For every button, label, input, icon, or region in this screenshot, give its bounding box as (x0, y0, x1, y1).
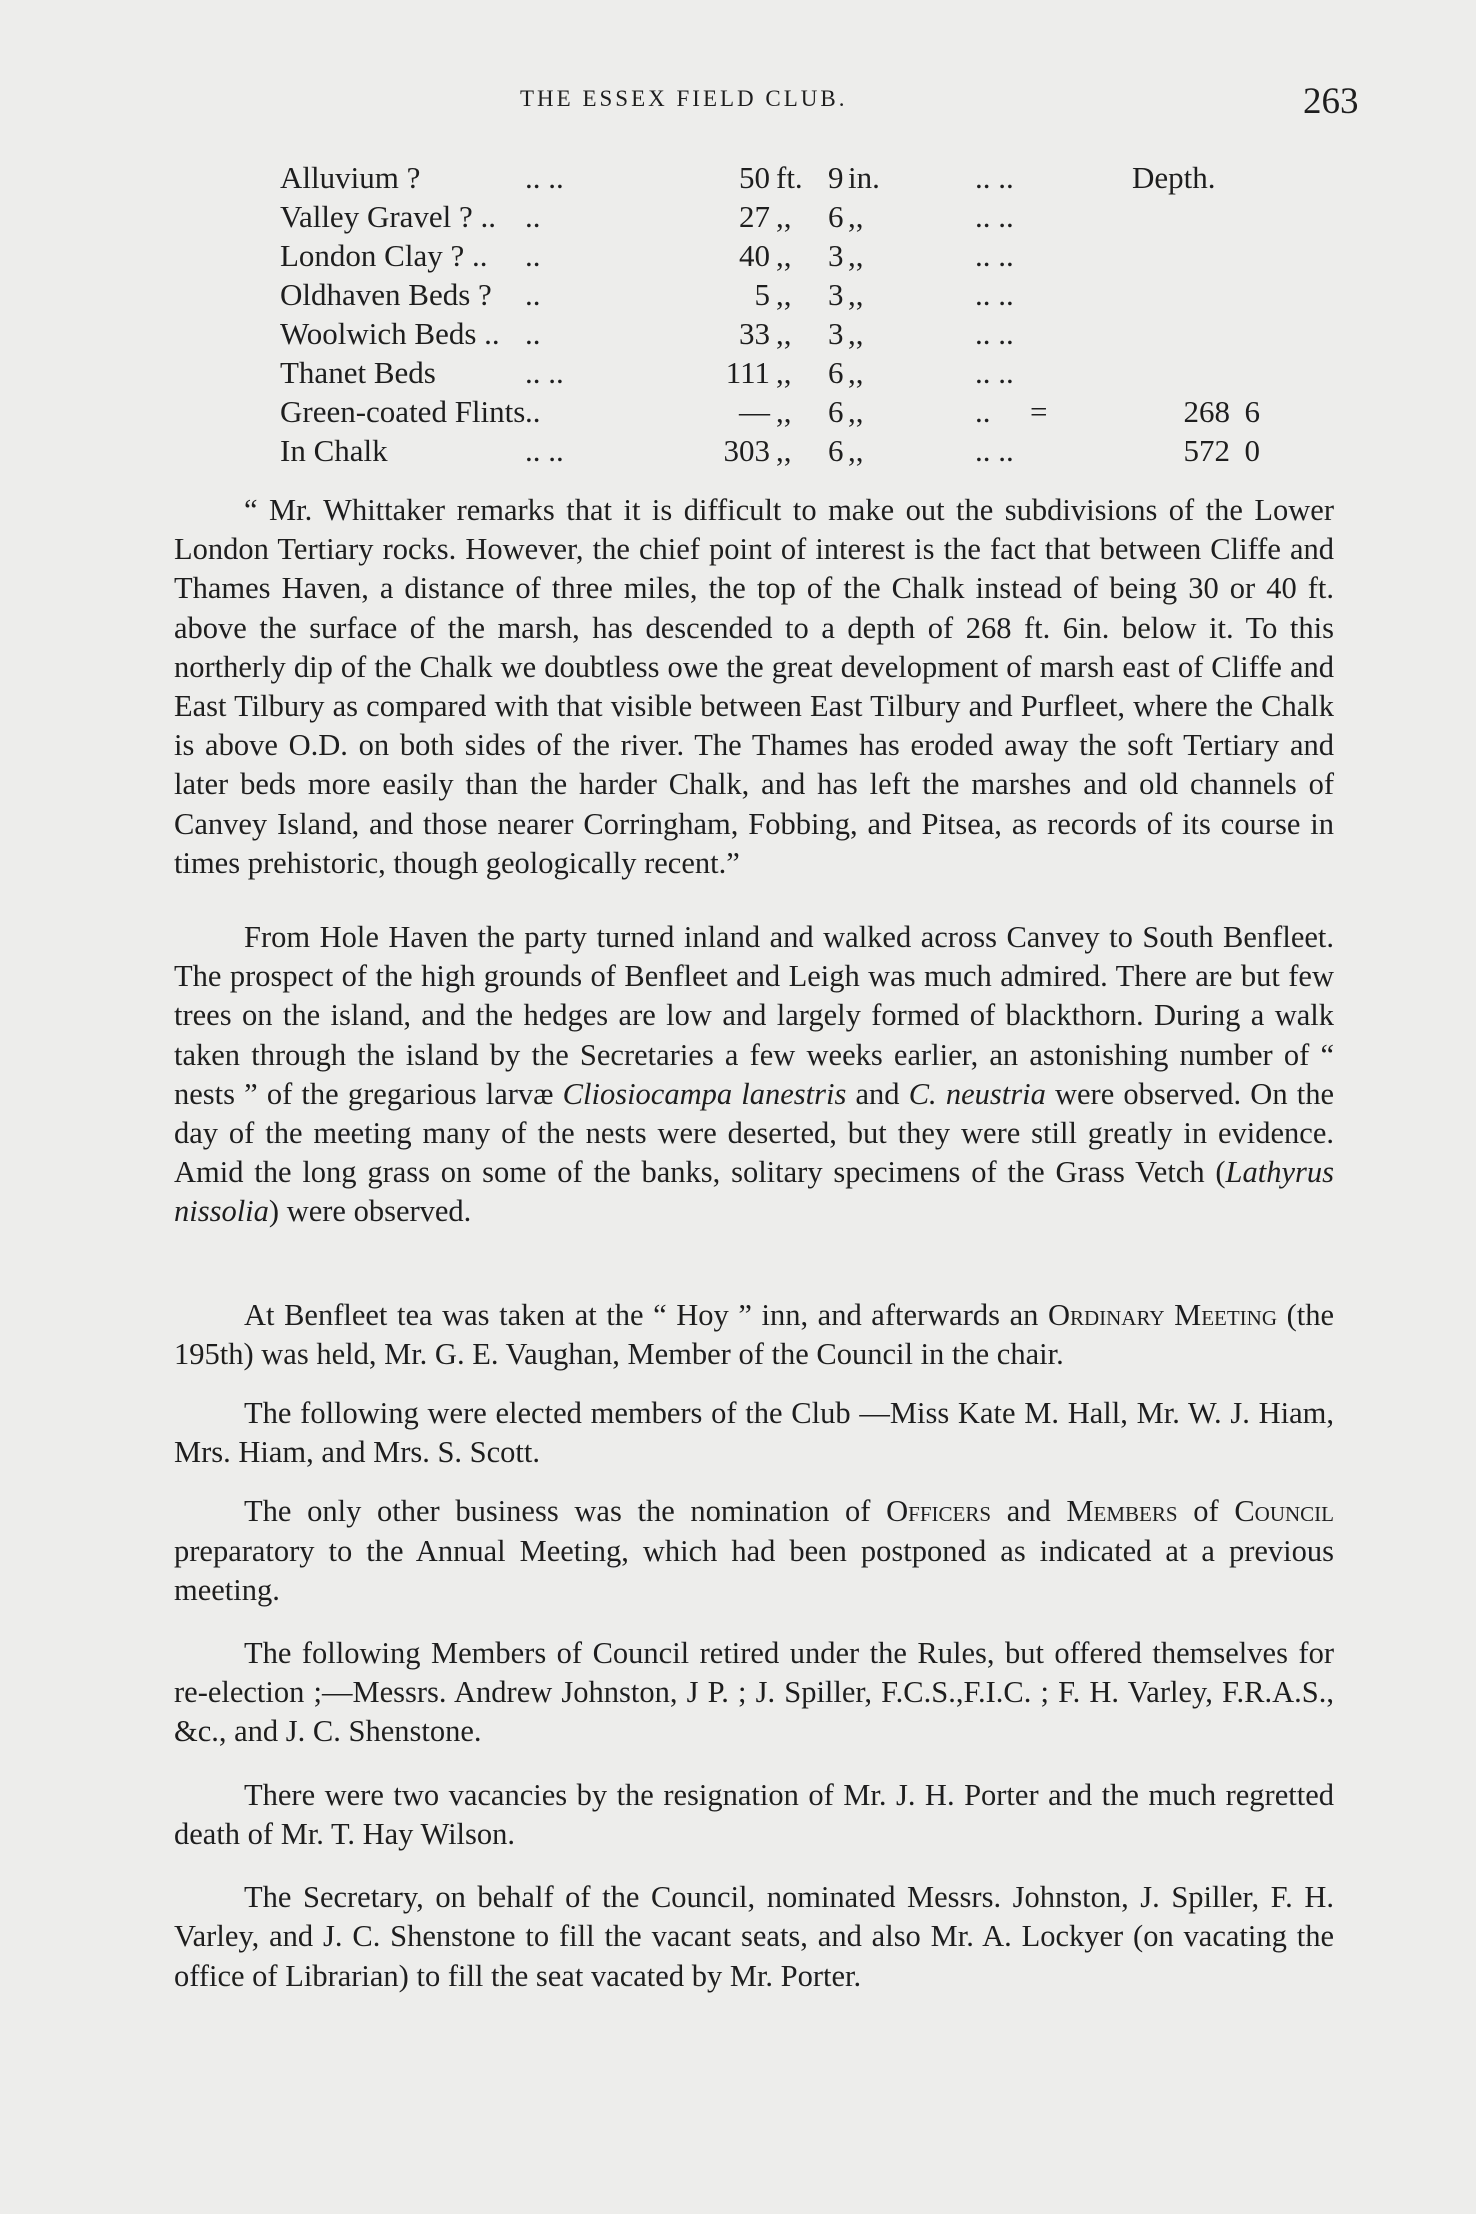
leader-dots: .. (525, 238, 541, 273)
thickness-inches: 6 (828, 355, 844, 390)
total-depth-feet: 268 (1183, 394, 1230, 429)
stratum-name: Alluvium ? (280, 160, 421, 195)
inches-unit: ,, (848, 316, 864, 351)
total-depth-inches: 0 (1244, 433, 1260, 468)
paragraph-vacancies: There were two vacancies by the resignation of Mr. J. H. Porter and the much regretted death of Mr. T. Hay Wilson. (174, 1777, 1334, 1851)
stratum-name: In Chalk (280, 433, 388, 468)
thickness-feet: 33 (739, 316, 770, 351)
paragraph-nomination (174, 1492, 1334, 1610)
small-caps-term: Officers (886, 1494, 992, 1529)
stratum-name: London Clay ? .. (280, 238, 488, 273)
feet-unit: ,, (776, 433, 792, 468)
strata-row (280, 353, 1280, 392)
feet-unit: ,, (776, 199, 792, 234)
paragraph-text: ) were observed. (268, 1194, 472, 1229)
feet-unit: ,, (776, 316, 792, 351)
leader-dots: .. (525, 277, 541, 312)
strata-row (280, 431, 1280, 470)
leader-dots: .. .. (525, 433, 564, 468)
paragraph-canvey-walk (174, 918, 1334, 1232)
strata-row (280, 197, 1280, 236)
paragraph-text: From Hole Haven the party turned inland and walked across Canvey to South Benfleet. The prospect of the high grounds of Benfleet and Leigh was much admired. There are but few trees on the island, and the hedges are low and largely formed of blackthorn. During a walk taken through the island by the Secretaries a few weeks earlier, an astonishing number of “ nests ” of the gregarious larvæ (174, 920, 1334, 1111)
stratum-name: Valley Gravel ? .. (280, 199, 497, 234)
paragraph-whittaker-quote: “ Mr. Whittaker remarks that it is difficult to make out the subdivisions of the Lower London Tertiary rocks. However, the chief point of interest is the fact that between Cliffe and Thames Haven, a distance of three miles, the top of the Chalk instead of being 30 or 40 ft. above the surface of the marsh, has descended to a depth of 268 ft. 6in. below it. To this northerly dip of the Chalk we doubtless owe the great development of marsh east of Cliffe and East Tilbury as compared with that visible between East Tilbury and Purfleet, where the Chalk is above O.D. on both sides of the river. The Thames has eroded away the soft Tertiary and later beds more easily than the harder Chalk, and has left the marshes and old channels of Canvey Island, and those nearer Corringham, Fobbing, and Pitsea, as records of its course in times prehistoric, though geologically recent.” (174, 493, 1334, 880)
inches-unit: ,, (848, 394, 864, 429)
paragraph-text: At Benfleet tea was taken at the “ Hoy ” inn, and afterwards an (244, 1297, 1048, 1332)
stratum-name: Green-coated Flints (280, 394, 526, 429)
paragraph-retired-members: The following Members of Council retired under the Rules, but offered themselves for re-election ;—Messrs. Andrew Johnston, J P. ; J. Spiller, F.C.S.,F.I.C. ; F. H. Varley, F.R.A.S., &c., and J. C. Shenstone. (174, 1636, 1334, 1749)
paragraph-text: of (1177, 1494, 1235, 1529)
species-name: C. neustria (908, 1076, 1046, 1111)
leader-dots: .. .. (975, 199, 1014, 234)
running-head: THE ESSEX FIELD CLUB. (520, 86, 848, 111)
species-name: Lathyrus nissolia (174, 1155, 1334, 1229)
inches-unit: ,, (848, 433, 864, 468)
thickness-feet: — (739, 394, 770, 429)
stratum-name: Oldhaven Beds ? (280, 277, 492, 312)
inches-unit: ,, (848, 199, 864, 234)
inches-unit: ,, (848, 355, 864, 390)
leader-dots: .. (525, 199, 541, 234)
equals-sign: = (1030, 394, 1048, 429)
leader-dots: .. .. (975, 433, 1014, 468)
strata-row (280, 158, 1280, 197)
paragraph-text: were observed. On the day of the meeting many of the nests were deserted, but they were still greatly in evidence. Amid the long grass on some of the banks, solitary specimens of the Grass Vetch ( (174, 1076, 1334, 1190)
leader-dots: .. .. (975, 355, 1014, 390)
strata-row (280, 392, 1280, 431)
thickness-feet: 27 (739, 199, 770, 234)
feet-unit: ,, (776, 238, 792, 273)
paragraph-ordinary-meeting (174, 1296, 1334, 1374)
thickness-inches: 3 (828, 238, 844, 273)
page-number: 263 (1303, 81, 1359, 122)
leader-dots: .. .. (975, 316, 1014, 351)
strata-row (280, 314, 1280, 353)
stratum-name: Thanet Beds (280, 355, 436, 390)
strata-row (280, 275, 1280, 314)
feet-unit: ,, (776, 394, 792, 429)
leader-dots: .. (525, 316, 541, 351)
depth-column-label: Depth. (1132, 160, 1216, 195)
leader-dots: .. (525, 394, 541, 429)
inches-unit: ,, (848, 277, 864, 312)
thickness-inches: 3 (828, 277, 844, 312)
small-caps-term: Council (1234, 1494, 1334, 1529)
species-name: Cliosiocampa lanestris (562, 1076, 847, 1111)
thickness-inches: 6 (828, 433, 844, 468)
body-text (174, 491, 1334, 1996)
thickness-inches: 9 (828, 160, 844, 195)
thickness-feet: 5 (754, 277, 770, 312)
paragraph-secretary-nomination: The Secretary, on behalf of the Council, nominated Messrs. Johnston, J. Spiller, F. H. Varley, and J. C. Shenstone to fill the vacant seats, and also Mr. A. Lockyer (on vacating the office of Librarian) to fill the seat vacated by Mr. Porter. (174, 1880, 1334, 1993)
thickness-inches: 3 (828, 316, 844, 351)
total-depth-feet: 572 (1183, 433, 1230, 468)
leader-dots: .. .. (525, 355, 564, 390)
feet-unit: ,, (776, 355, 792, 390)
leader-dots: .. (975, 394, 991, 429)
small-caps-term: Ordinary Meeting (1047, 1297, 1277, 1332)
paragraph-text: (the 195th) was held, Mr. G. E. Vaughan, Member of the Council in the chair. (174, 1297, 1334, 1371)
thickness-feet: 303 (723, 433, 770, 468)
leader-dots: .. .. (975, 238, 1014, 273)
thickness-feet: 50 (739, 160, 770, 195)
feet-unit: ,, (776, 277, 792, 312)
paragraph-text: and (846, 1076, 909, 1111)
inches-unit: ,, (848, 238, 864, 273)
paragraph-text: and (991, 1494, 1067, 1529)
total-depth-inches: 6 (1244, 394, 1260, 429)
strata-row (280, 236, 1280, 275)
strata-table (280, 158, 1280, 470)
leader-dots: .. .. (975, 160, 1014, 195)
thickness-feet: 111 (725, 355, 770, 390)
thickness-inches: 6 (828, 394, 844, 429)
stratum-name: Woolwich Beds .. (280, 316, 500, 351)
feet-unit: ft. (776, 160, 803, 195)
paragraph-text: preparatory to the Annual Meeting, which had been postponed as indicated at a previous meeting. (174, 1533, 1334, 1607)
inches-unit: in. (848, 160, 880, 195)
leader-dots: .. .. (975, 277, 1014, 312)
thickness-feet: 40 (739, 238, 770, 273)
paragraph-elected-members: The following were elected members of the Club —Miss Kate M. Hall, Mr. W. J. Hiam, Mrs. Hiam, and Mrs. S. Scott. (174, 1396, 1334, 1470)
thickness-inches: 6 (828, 199, 844, 234)
paragraph-text: The only other business was the nomination of (244, 1494, 887, 1529)
small-caps-term: Members (1066, 1494, 1178, 1529)
leader-dots: .. .. (525, 160, 564, 195)
